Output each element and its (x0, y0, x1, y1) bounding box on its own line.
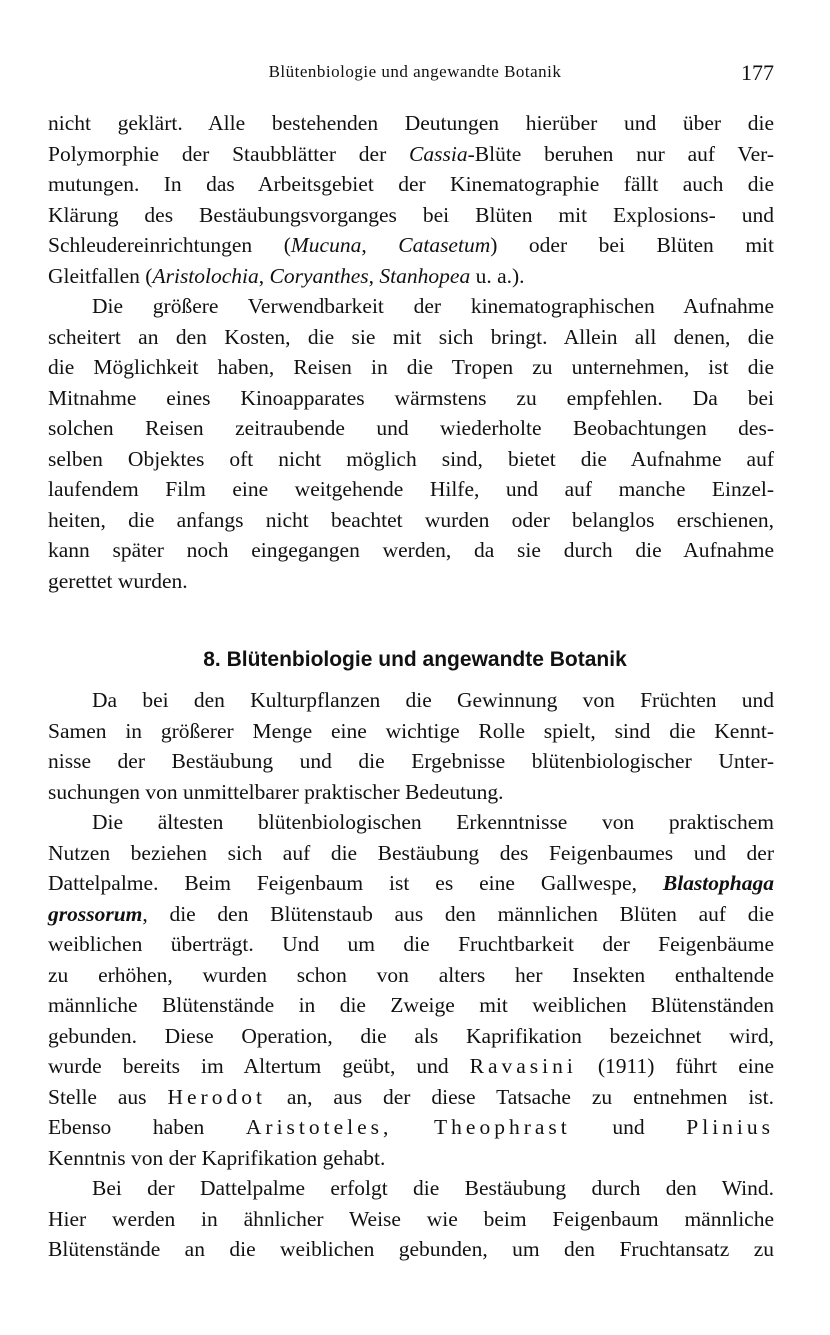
running-head (48, 60, 782, 90)
text-line: Dattelpalme. Beim Feigenbaum ist es eine Gallwespe, Blastophaga (48, 871, 774, 895)
paragraph (48, 291, 774, 596)
taxon-name: Aristolochia (152, 263, 259, 288)
taxon-name: grossorum (48, 901, 143, 926)
text-line: nicht geklärt. Alle bestehenden Deutungen hierüber und über die (48, 111, 774, 135)
text-line: männliche Blütenstände in die Zweige mit weiblichen Blütenständen (48, 993, 774, 1017)
text-line: mutungen. In das Arbeitsgebiet der Kinematographie fällt auch die (48, 172, 774, 196)
text-line: Die ältesten blütenbiologischen Erkenntnisse von praktischem (92, 810, 774, 834)
text-line: solchen Reisen zeitraubende und wiederholte Beobachtungen des- (48, 416, 774, 440)
text-line: nisse der Bestäubung und die Ergebnisse blütenbiologischer Unter- (48, 749, 774, 773)
author-name: Ravasini (469, 1054, 577, 1078)
text-line: Klärung des Bestäubungsvorganges bei Blüten mit Explosions- und (48, 202, 774, 227)
text-line: suchungen von unmittelbarer praktischer Bedeutung. (48, 779, 504, 804)
text-line: Bei der Dattelpalme erfolgt die Bestäubung durch den Wind. (92, 1176, 774, 1200)
section-8-text (48, 685, 774, 1265)
paragraph (48, 807, 774, 1173)
running-title: Blütenbiologie und angewandte Botanik (268, 62, 562, 81)
text-line: Hier werden in ähnlicher Weise wie beim Feigenbaum männliche (48, 1206, 774, 1231)
page-number: 177 (741, 60, 774, 85)
text-line: heiten, die anfangs nicht beachtet wurden oder belanglos erschienen, (48, 507, 774, 532)
text-line: Stelle aus Herodot an, aus der diese Tatsache zu entnehmen ist. (48, 1084, 775, 1109)
text-line: gerettet wurden. (48, 568, 188, 593)
text-line: weiblichen überträgt. Und um die Fruchtbarkeit der Feigenbäume (48, 932, 774, 956)
taxon-name: Mucuna (290, 233, 362, 257)
text-line: zu erhöhen, wurden schon von alters her Insekten enthaltende (48, 962, 774, 987)
author-name: Theophrast (434, 1115, 571, 1139)
text-line: Gleitfallen (Aristolochia, Coryanthes, Stanhopea u. a.). (48, 263, 525, 288)
text-line: Nutzen beziehen sich auf die Bestäubung des Feigenbaumes und der (48, 840, 774, 865)
paragraph (48, 1173, 774, 1265)
text-line: wurde bereits im Altertum geübt, und Ravasini (1911) führt eine (48, 1054, 775, 1078)
text-line: Kenntnis von der Kaprifikation gehabt. (48, 1145, 386, 1170)
text-line: die Möglichkeit haben, Reisen in die Tropen zu unternehmen, ist die (48, 355, 774, 379)
text-line: Ebenso haben Aristoteles, Theophrast und Plinius (48, 1115, 775, 1139)
text-line: Blütenstände an die weiblichen gebunden, um den Fruchtansatz zu (48, 1237, 774, 1261)
taxon-name: Catasetum (398, 233, 491, 257)
text-line: scheitert an den Kosten, die sie mit sich bringt. Allein all denen, die (48, 324, 774, 349)
text-line: Da bei den Kulturpflanzen die Gewinnung von Früchten und (92, 688, 774, 712)
taxon-name: Blastophaga (662, 871, 774, 895)
text-line: Mitnahme eines Kinoapparates wärmstens zu empfehlen. Da bei (48, 385, 774, 410)
text-line: kann später noch eingegangen werden, da sie durch die Aufnahme (48, 538, 774, 562)
continued-section-text (48, 108, 774, 596)
text-line: Schleudereinrichtungen (Mucuna, Catasetum) oder bei Blüten mit (48, 233, 774, 257)
text-line: Polymorphie der Staubblätter der Cassia-Blüte beruhen nur auf Ver- (48, 141, 775, 166)
author-name: Herodot (167, 1084, 266, 1109)
text-line: gebunden. Diese Operation, die als Kaprifikation bezeichnet wird, (48, 1023, 774, 1048)
taxon-name: Coryanthes (269, 263, 369, 288)
author-name: Aristoteles, (245, 1115, 393, 1139)
text-line: laufendem Film eine weitgehende Hilfe, und auf manche Einzel- (48, 477, 774, 501)
text-line: grossorum, die den Blütenstaub aus den männlichen Blüten auf die (48, 901, 774, 926)
text-line: Die größere Verwendbarkeit der kinematographischen Aufnahme (92, 294, 774, 318)
text-line: Samen in größerer Menge eine wichtige Rolle spielt, sind die Kennt- (48, 718, 774, 743)
text-line: selben Objektes oft nicht möglich sind, bietet die Aufnahme auf (48, 446, 774, 471)
author-name: Plinius (686, 1115, 775, 1139)
taxon-name: Stanhopea (379, 263, 471, 288)
paragraph (48, 685, 774, 807)
section-heading: 8. Blütenbiologie und angewandte Botanik (203, 648, 627, 671)
paragraph (48, 108, 774, 291)
taxon-name: Cassia (409, 141, 468, 166)
